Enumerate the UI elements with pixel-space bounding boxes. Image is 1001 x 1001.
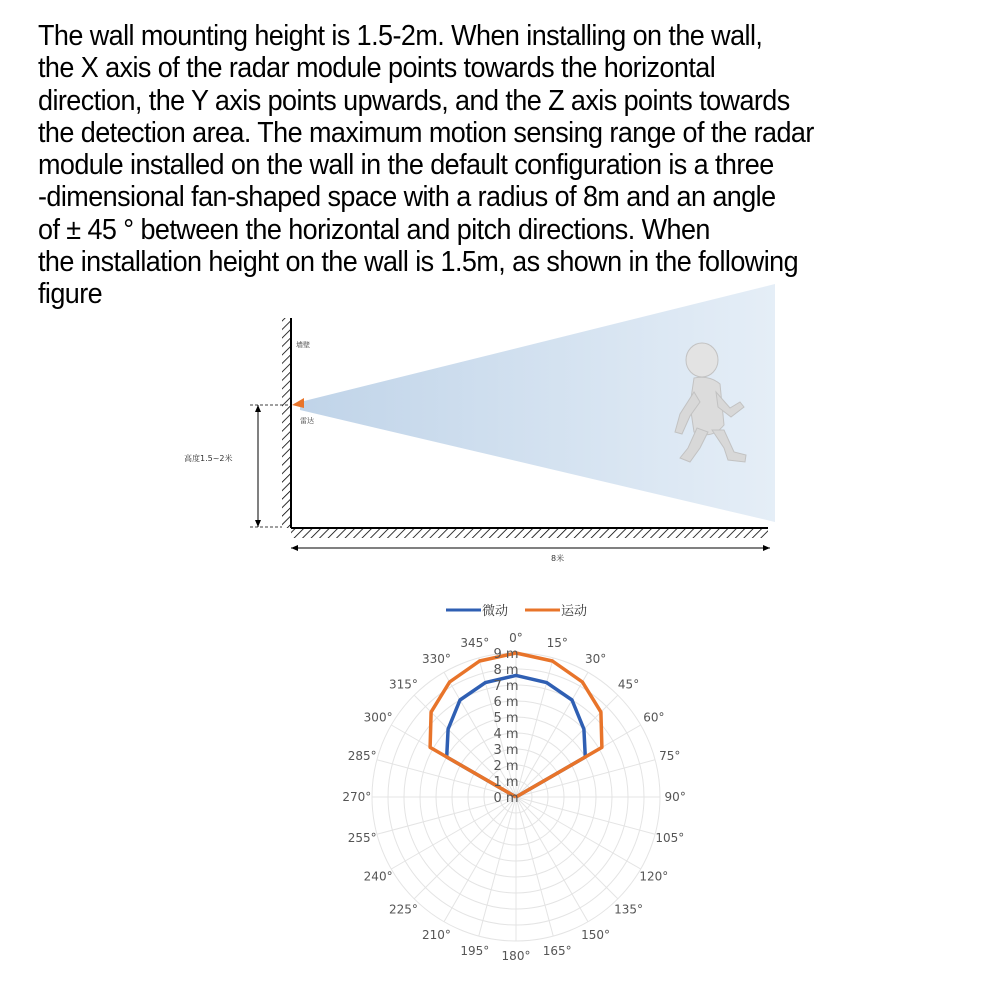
- distance-label: 8米: [551, 554, 565, 563]
- angle-label: 285°: [347, 748, 377, 763]
- description-text: The wall mounting height is 1.5-2m. When installing on the wall, the X axis of the radar module points towards the horizontal direction, the Y axis points upwards, and the Z axis points towards the detection area. The maximum motion sensing range of the radar module installed on the wall in the default configuration is a three -dimensional fan-shaped space with a radius of 8m and an angle of ± 45 ° between the horizontal and pitch directions. When the installation height on the wall is 1.5m, as shown in the following figure: [38, 20, 814, 311]
- radial-label: 5 m: [493, 711, 519, 726]
- angle-label: 300°: [363, 710, 393, 725]
- angle-label: 195°: [460, 943, 490, 958]
- angle-label: 330°: [421, 652, 451, 667]
- legend-label-micro: 微动: [482, 604, 509, 619]
- radial-label: 0 m: [493, 791, 519, 806]
- angle-label: 0°: [509, 630, 523, 645]
- grid-spoke: [516, 797, 655, 834]
- grid-spoke: [479, 797, 516, 936]
- angle-label: 90°: [664, 790, 686, 804]
- angle-label: 270°: [342, 790, 372, 804]
- radial-label: 8 m: [493, 663, 519, 678]
- angle-label: 120°: [639, 869, 669, 884]
- radial-label: 9 m: [493, 647, 519, 662]
- angle-label: 30°: [584, 652, 607, 667]
- grid-spoke: [414, 797, 516, 899]
- radial-label: 3 m: [493, 743, 519, 758]
- angle-label: 180°: [501, 949, 531, 964]
- angle-label: 105°: [655, 831, 685, 846]
- radial-labels: [493, 647, 518, 806]
- radial-label: 6 m: [493, 695, 519, 710]
- angle-label: 240°: [363, 869, 393, 884]
- angle-label: 15°: [546, 636, 568, 651]
- angle-label: 345°: [460, 636, 490, 651]
- angle-label: 135°: [614, 902, 644, 917]
- height-label: 高度1.5~2米: [184, 454, 233, 463]
- angle-label: 150°: [581, 927, 611, 942]
- grid-spoke: [516, 760, 655, 797]
- angle-label: 75°: [659, 748, 681, 763]
- radial-label: 1 m: [493, 775, 519, 790]
- angle-label: 315°: [388, 677, 418, 692]
- legend: [446, 603, 587, 619]
- radial-label: 4 m: [493, 727, 519, 742]
- angle-label: 165°: [542, 943, 572, 958]
- grid-spoke: [516, 797, 553, 936]
- radar-label: 雷达: [300, 417, 314, 425]
- angle-label: 225°: [388, 902, 418, 917]
- angle-label: 255°: [347, 831, 377, 846]
- wall-label: 墙壁: [296, 341, 310, 349]
- legend-label-motion: 运动: [561, 604, 588, 619]
- radial-label: 7 m: [493, 679, 519, 694]
- angle-label: 45°: [617, 677, 640, 692]
- radial-label: 2 m: [493, 759, 519, 774]
- angle-label: 60°: [643, 710, 665, 725]
- grid-spoke: [516, 797, 618, 899]
- angle-label: 210°: [421, 927, 451, 942]
